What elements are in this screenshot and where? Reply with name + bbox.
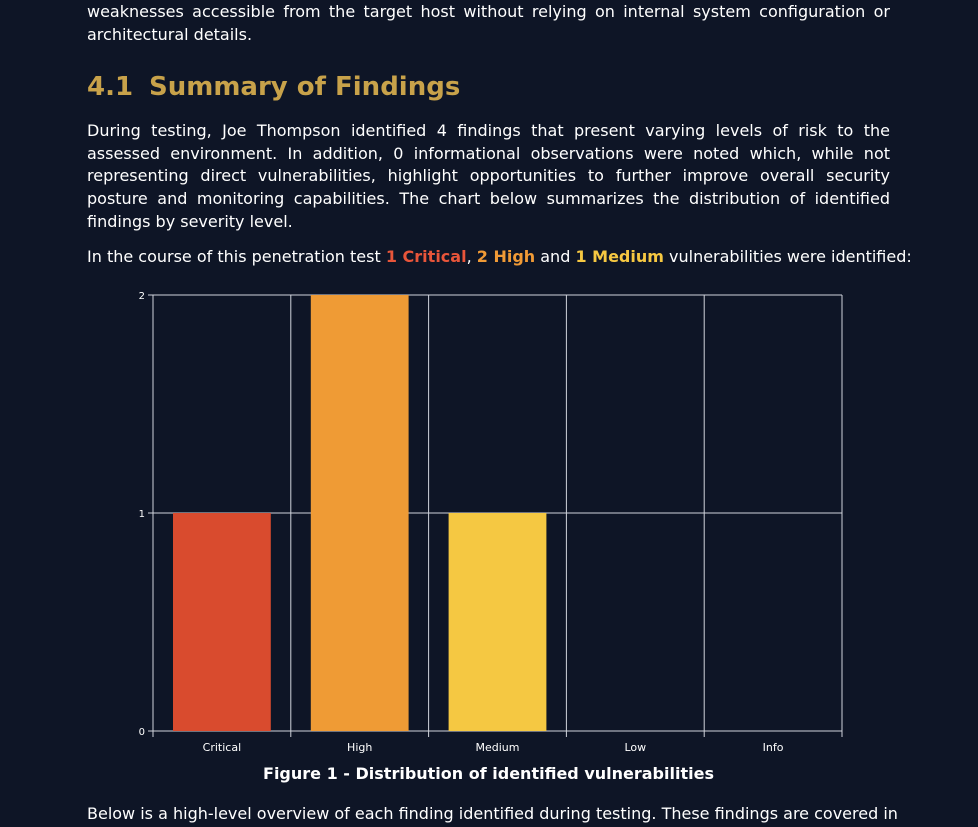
- high-count: 2 High: [476, 247, 536, 266]
- sentence-separator: and: [535, 247, 576, 266]
- section-number: 4.1: [87, 72, 134, 102]
- x-tick-label: High: [347, 741, 373, 754]
- y-tick-label: 0: [138, 727, 145, 738]
- x-tick-label: Critical: [202, 741, 242, 754]
- section-title: Summary of Findings: [149, 72, 461, 102]
- critical-count: 1 Critical: [385, 247, 467, 266]
- sentence-prefix: In the course of this penetration test: [87, 247, 386, 266]
- bar-medium: [449, 513, 547, 731]
- bar-critical: [173, 513, 271, 731]
- summary-paragraph: During testing, Joe Thompson identified 4 findings that present varying levels of risk to the assessed environment. In addition, 0 informational observations were noted which, while not representing direct vulnerabilities, highlight opportunities to further improve overall security posture and monitoring capabilities. The chart below summarizes the distribution of identified findings by severity level.: [87, 121, 890, 231]
- overview-paragraph: Below is a high-level overview of each finding identified during testing. These findings are covered in: [87, 804, 898, 823]
- y-tick-label: 2: [138, 291, 145, 302]
- figure-caption: Figure 1 - Distribution of identified vulnerabilities: [263, 764, 714, 783]
- sentence-separator: ,: [466, 247, 477, 266]
- x-tick-label: Info: [762, 741, 784, 754]
- x-tick-label: Low: [624, 741, 647, 754]
- bar-high: [311, 295, 409, 731]
- x-tick-label: Medium: [475, 741, 520, 754]
- y-tick-label: 1: [138, 509, 145, 520]
- sentence-suffix: vulnerabilities were identified:: [663, 247, 912, 266]
- intro-paragraph-tail: weaknesses accessible from the target host without relying on internal system configuration or architectural details.: [87, 2, 890, 44]
- medium-count: 1 Medium: [575, 247, 664, 266]
